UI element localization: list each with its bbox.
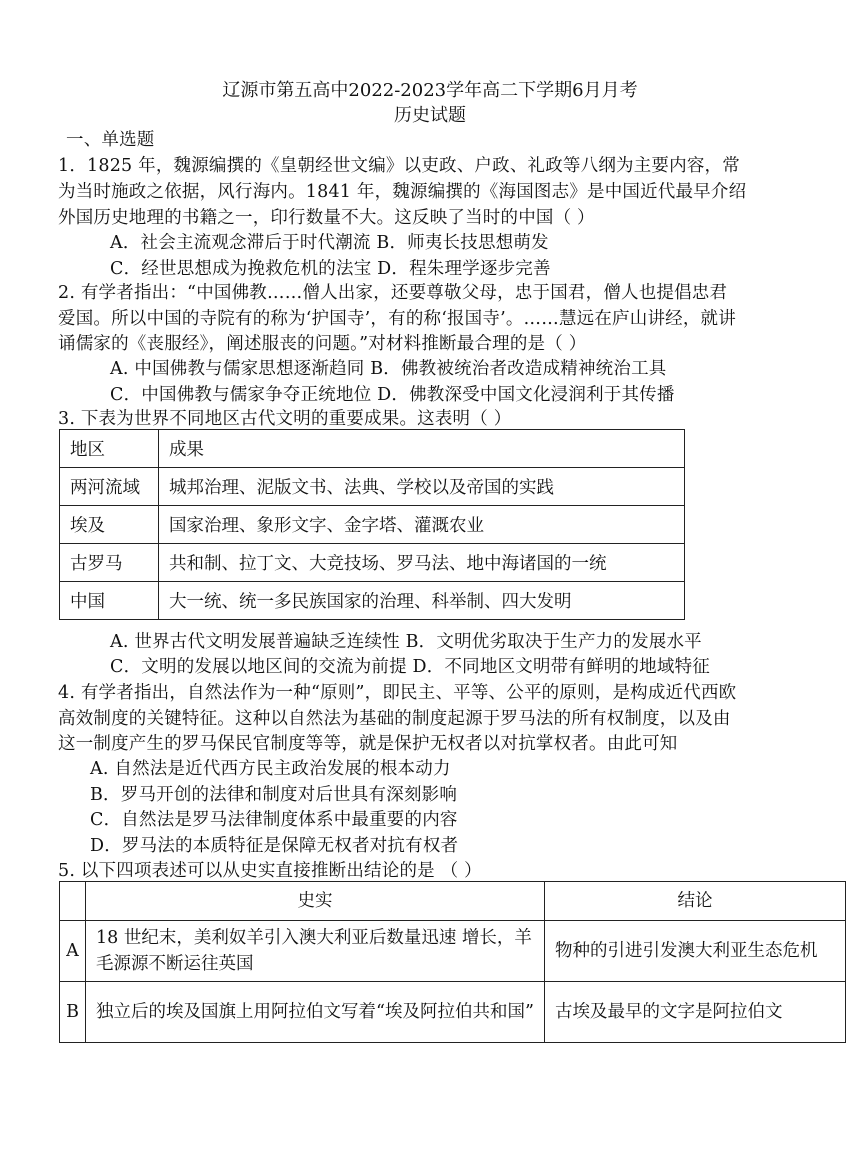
q4-option-d: D．罗马法的本质特征是保障无权者对抗有权者 bbox=[90, 836, 459, 856]
exam-subtitle: 历史试题 bbox=[394, 105, 466, 126]
q5-row-key: B bbox=[60, 982, 86, 1043]
q5-header-conclusion: 结论 bbox=[545, 882, 846, 921]
q5-row-key: A bbox=[60, 921, 86, 982]
q4-stem-line-1: 4. 有学者指出，自然法作为一种“原则”，即民主、平等、公平的原则，是构成近代西欧 bbox=[58, 683, 737, 703]
q1-stem-line-1: 1．1825 年，魏源编撰的《皇朝经世文编》以吏政、户政、礼政等八纲为主要内容，常 bbox=[58, 156, 740, 176]
q4-option-c: C．自然法是罗马法律制度体系中最重要的内容 bbox=[90, 810, 458, 830]
q1-stem-line-2: 为当时施政之依据，风行海内。1841 年，魏源编撰的《海国图志》是中国近代最早介绍 bbox=[58, 182, 747, 202]
q3-header-region: 地区 bbox=[60, 430, 159, 468]
q5-row-conclusion: 古埃及最早的文字是阿拉伯文 bbox=[545, 982, 846, 1043]
q2-stem-line-3: 诵儒家的《丧服经》，阐述服丧的问题。”对材料推断最合理的是（ ） bbox=[58, 334, 587, 354]
q5-table bbox=[59, 881, 846, 1043]
q3-options-line-2: C．文明的发展以地区间的交流为前提 D．不同地区文明带有鲜明的地域特征 bbox=[110, 657, 710, 677]
table-row bbox=[60, 982, 846, 1043]
q5-stem: 5. 以下四项表述可以从史实直接推断出结论的是 （ ） bbox=[58, 861, 482, 881]
section-heading: 一、单选题 bbox=[66, 130, 155, 150]
q3-header-achievement: 成果 bbox=[159, 430, 685, 468]
q4-stem-line-3: 这一制度产生的罗马保民官制度等等，就是保护无权者以对抗掌权者。由此可知 bbox=[58, 734, 678, 754]
table-row bbox=[60, 506, 685, 544]
q2-stem-line-2: 爱国。所以中国的寺院有的称为‘护国寺’，有的称‘报国寺’。……慧远在庐山讲经，就讲 bbox=[58, 309, 736, 329]
q3-cell-achievement: 大一统、统一多民族国家的治理、科举制、四大发明 bbox=[159, 582, 685, 620]
q3-cell-region: 两河流域 bbox=[60, 468, 159, 506]
q5-row-fact: 18 世纪末，美利奴羊引入澳大利亚后数量迅速 增长，羊毛源源不断运往英国 bbox=[86, 921, 545, 982]
q5-row-fact: 独立后的埃及国旗上用阿拉伯文写着“埃及阿拉伯共和国” bbox=[86, 982, 545, 1043]
q3-cell-region: 埃及 bbox=[60, 506, 159, 544]
q2-options-line-2: C．中国佛教与儒家争夺正统地位 D．佛教深受中国文化浸润利于其传播 bbox=[110, 385, 675, 405]
q2-options-line-1: A. 中国佛教与儒家思想逐渐趋同 B．佛教被统治者改造成精神统治工具 bbox=[110, 359, 667, 379]
q4-option-b: B．罗马开创的法律和制度对后世具有深刻影响 bbox=[90, 785, 458, 805]
table-row bbox=[60, 468, 685, 506]
q3-options-line-1: A. 世界古代文明发展普遍缺乏连续性 B．文明优劣取决于生产力的发展水平 bbox=[110, 632, 702, 652]
q1-options-line-1: A．社会主流观念滞后于时代潮流 B．师夷长技思想萌发 bbox=[110, 233, 549, 253]
q4-option-a: A. 自然法是近代西方民主政治发展的根本动力 bbox=[90, 759, 451, 779]
table-row bbox=[60, 921, 846, 982]
table-row bbox=[60, 430, 685, 468]
q4-stem-line-2: 高效制度的关键特征。这种以自然法为基础的制度起源于罗马法的所有权制度，以及由 bbox=[58, 709, 731, 729]
table-row bbox=[60, 544, 685, 582]
q3-stem: 3. 下表为世界不同地区古代文明的重要成果。这表明（ ） bbox=[58, 409, 512, 429]
q3-cell-achievement: 城邦治理、泥版文书、法典、学校以及帝国的实践 bbox=[159, 468, 685, 506]
q5-header-fact: 史实 bbox=[86, 882, 545, 921]
q3-cell-achievement: 共和制、拉丁文、大竞技场、罗马法、地中海诸国的一统 bbox=[159, 544, 685, 582]
q3-cell-achievement: 国家治理、象形文字、金字塔、灌溉农业 bbox=[159, 506, 685, 544]
table-row bbox=[60, 582, 685, 620]
q5-row-conclusion: 物种的引进引发澳大利亚生态危机 bbox=[545, 921, 846, 982]
q2-stem-line-1: 2. 有学者指出：“中国佛教……僧人出家，还要尊敬父母，忠于国君，僧人也提倡忠君 bbox=[58, 283, 728, 303]
q3-cell-region: 中国 bbox=[60, 582, 159, 620]
exam-title: 辽源市第五高中2022-2023学年高二下学期6月月考 bbox=[222, 80, 638, 101]
q1-options-line-2: C．经世思想成为挽救危机的法宝 D．程朱理学逐步完善 bbox=[110, 259, 551, 279]
table-row bbox=[60, 882, 846, 921]
q3-cell-region: 古罗马 bbox=[60, 544, 159, 582]
q5-header-key bbox=[60, 882, 86, 921]
q1-stem-line-3: 外国历史地理的书籍之一，印行数量不大。这反映了当时的中国（ ） bbox=[58, 208, 595, 228]
q3-table bbox=[59, 429, 685, 620]
